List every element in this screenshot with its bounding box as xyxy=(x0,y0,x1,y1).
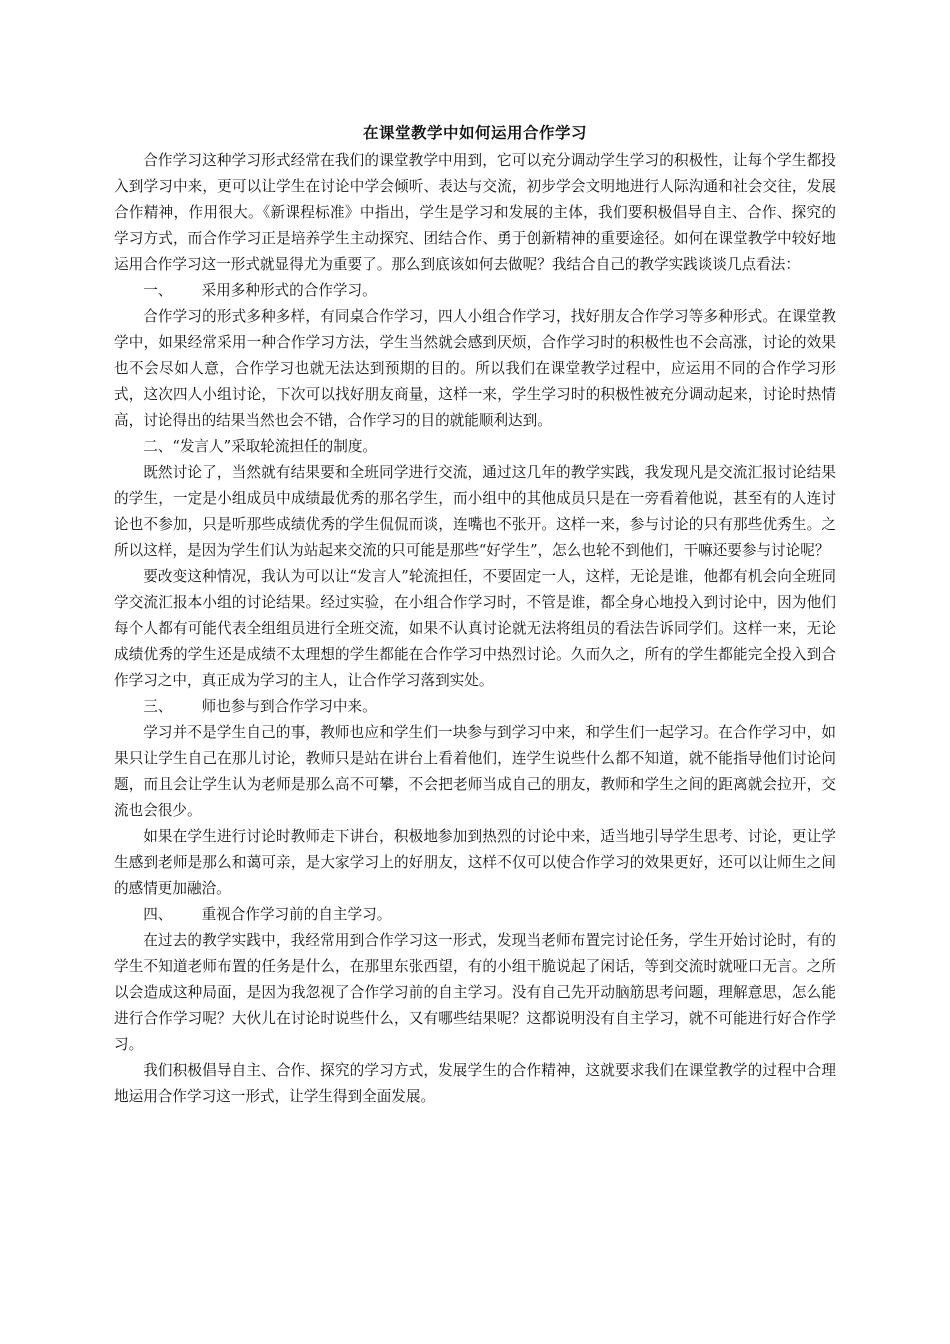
section-4-paragraph-1: 在过去的教学实践中，我经常用到合作学习这一形式，发现当老师布置完讨论任务，学生开始讨论时，有的学生不知道老师布置的任务是什么，在那里东张西望，有的小组干脆说起了闲话，等到交流时就哑口无言。之所以会造成这种局面，是因为我忽视了合作学习前的自主学习。没有自己先开动脑筋思考问题，理解意思，怎么能进行合作学习呢？大伙儿在讨论时说些什么，又有哪些结果呢？这都说明没有自主学习，就不可能进行好合作学习。 xyxy=(114,932,836,1053)
document-page xyxy=(114,118,836,1110)
section-number-4: 四、 xyxy=(143,906,173,923)
section-title-1: 采用多种形式的合作学习。 xyxy=(201,282,377,299)
section-heading-1 xyxy=(114,278,836,304)
section-heading-2: 二、“发言人”采取轮流担任的制度。 xyxy=(143,438,378,455)
section-2-paragraph-2: 要改变这种情况，我认为可以让“发言人”轮流担任，不要固定一人，这样，无论是谁，他都有机会向全班同学交流汇报本小组的讨论结果。经过实验，在小组合作学习时，不管是谁，都全身心地投入到讨论中，因为他们每个人都有可能代表全组组员进行全班交流，如果不认真讨论就无法将组员的看法告诉同学们。这样一来，无论成绩优秀的学生还是成绩不太理想的学生都能在合作学习中热烈讨论。久而久之，所有的学生都能完全投入到合作学习之中，真正成为学习的主人，让合作学习落到实处。 xyxy=(114,568,836,689)
section-3-paragraph-2: 如果在学生进行讨论时教师走下讲台，积极地参加到热烈的讨论中来，适当地引导学生思考、讨论，更让学生感到老师是那么和蔼可亲，是大家学习上的好朋友，这样不仅可以使合作学习的效果更好，还可以让师生之间的感情更加融洽。 xyxy=(114,828,836,897)
document-title: 在课堂教学中如何运用合作学习 xyxy=(362,124,587,142)
section-2-paragraph-1: 既然讨论了，当然就有结果要和全班同学进行交流，通过这几年的教学实践，我发现凡是交流汇报讨论结果的学生，一定是小组成员中成绩最优秀的那名学生，而小组中的其他成员只是在一旁看着他说，甚至有的人连讨论也不参加，只是听那些成绩优秀的学生侃侃而谈，连嘴也不张开。这样一来，参与讨论的只有那些优秀生。之所以这样，是因为学生们认为站起来交流的只可能是那些“好学生”，怎么也轮不到他们，干嘛还要参与讨论呢？ xyxy=(114,464,836,559)
intro-paragraph: 合作学习这种学习形式经常在我们的课堂教学中用到，它可以充分调动学生学习的积极性，让每个学生都投入到学习中来，更可以让学生在讨论中学会倾听、表达与交流，初步学会文明地进行人际沟通和社会交往，发展合作精神，作用很大。《新课程标准》中指出，学生是学习和发展的主体，我们要积极倡导自主、合作、探究的学习方式，而合作学习正是培养学生主动探究、团结合作、勇于创新精神的重要途径。如何在课堂教学中较好地运用合作学习这一形式就显得尤为重要了。那么到底该如何去做呢？我结合自己的教学实践谈谈几点看法： xyxy=(114,152,836,273)
section-title-3: 师也参与到合作学习中来。 xyxy=(201,698,377,715)
section-3-paragraph-1: 学习并不是学生自己的事，教师也应和学生们一块参与到学习中来，和学生们一起学习。在合作学习中，如果只让学生自己在那儿讨论，教师只是站在讲台上看着他们，连学生说些什么都不知道，就不能指导他们讨论问题，而且会让学生认为老师是那么高不可攀，不会把老师当成自己的朋友，教师和学生之间的距离就会拉开，交流也会很少。 xyxy=(114,724,836,819)
section-heading-3 xyxy=(114,694,836,720)
section-title-4: 重视合作学习前的自主学习。 xyxy=(201,906,392,923)
section-1-paragraph-1: 合作学习的形式多种多样，有同桌合作学习，四人小组合作学习，找好朋友合作学习等多种形式。在课堂教学中，如果经常采用一种合作学习方法，学生当然就会感到厌烦，合作学习时的积极性也不会高涨，讨论的效果也不会尽如人意，合作学习也就无法达到预期的目的。所以我们在课堂教学过程中，应运用不同的合作学习形式，这次四人小组讨论，下次可以找好朋友商量，这样一来，学生学习时的积极性被充分调动起来，讨论时热情高，讨论得出的结果当然也会不错，合作学习的目的就能顺利达到。 xyxy=(114,308,836,429)
section-number-1: 一、 xyxy=(143,282,173,299)
conclusion-paragraph: 我们积极倡导自主、合作、探究的学习方式，发展学生的合作精神，这就要求我们在课堂教学的过程中合理地运用合作学习这一形式，让学生得到全面发展。 xyxy=(114,1062,836,1105)
section-number-3: 三、 xyxy=(143,698,173,715)
section-heading-4 xyxy=(114,902,836,928)
